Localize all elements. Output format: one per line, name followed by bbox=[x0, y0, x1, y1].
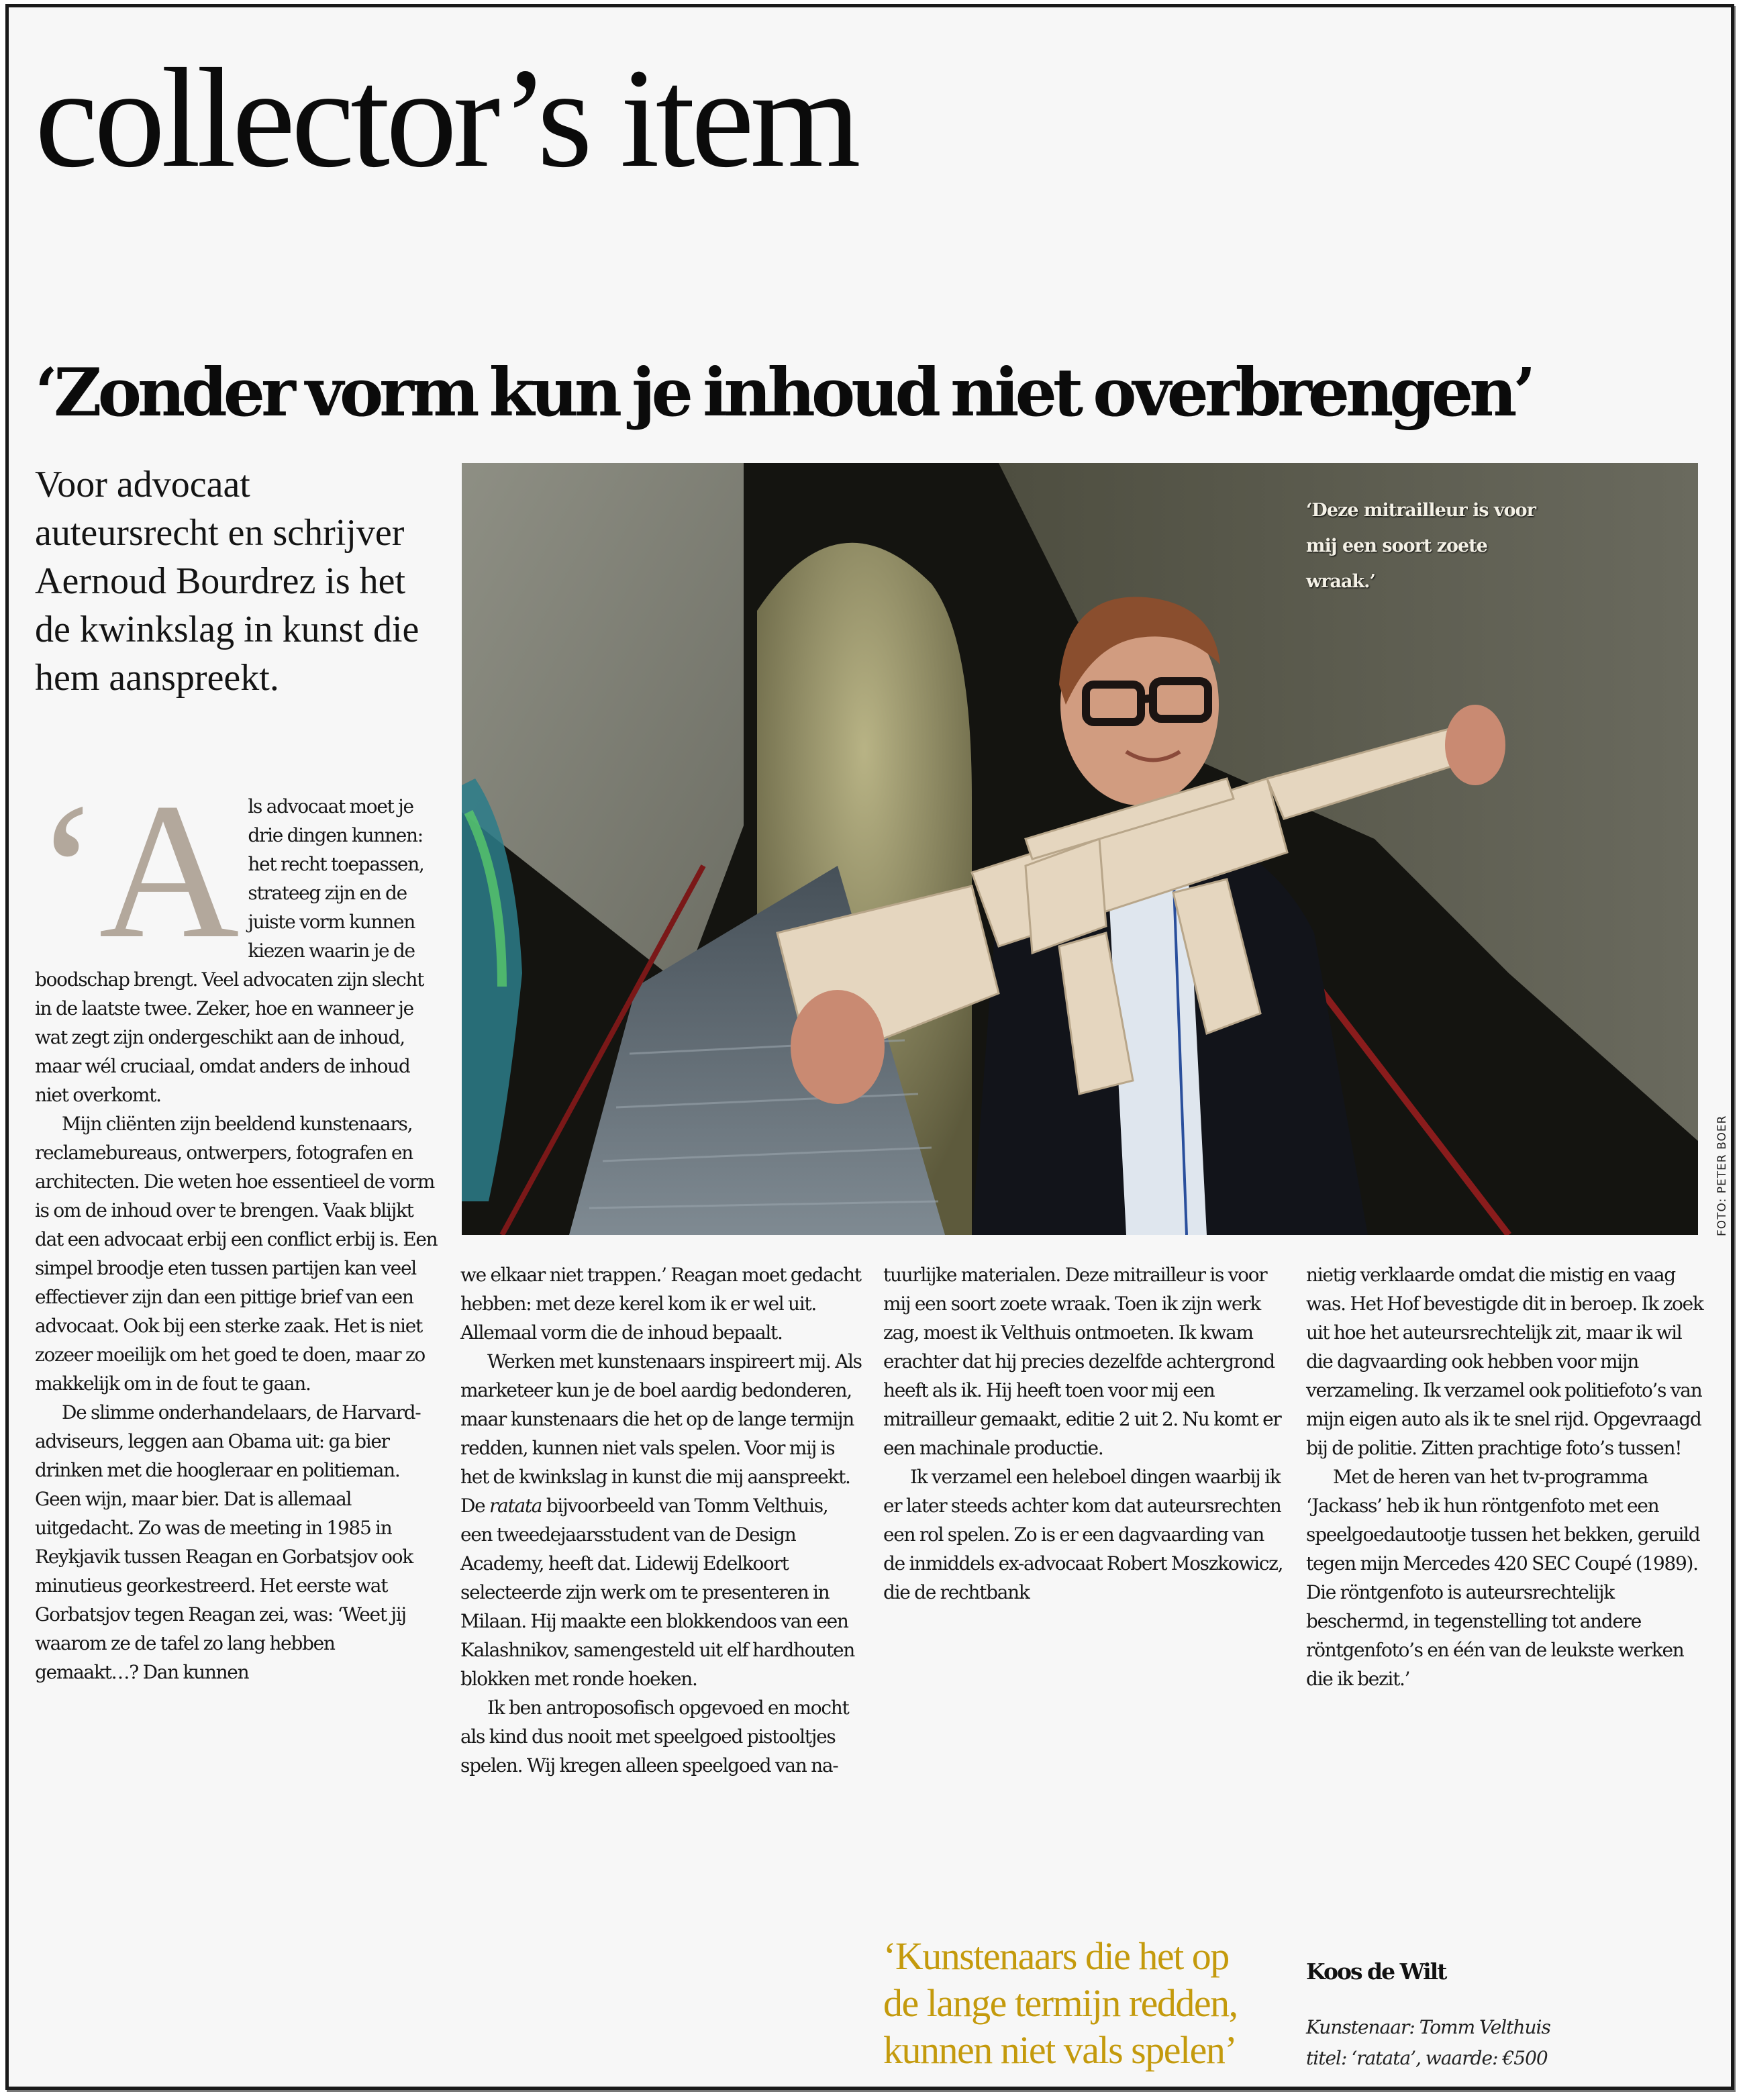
article-column-1 bbox=[35, 763, 438, 2074]
paragraph: De slimme onderhandelaars, de Harvard-adviseurs, leggen aan Obama uit: ga bier drinken met die hoogleraar en politieman. Geen wijn, maar bier. Dat is allemaal uitgedacht. Zo was de meeting in 1985 in Reykjavik tussen Reagan en Gorbatsjov ook minutieus georkestreerd. Het eerste wat Gorbatsjov tegen Reagan zei, was: ‘Weet jij waarom ze de tafel zo lang hebben gemaakt…? Dan kunnen bbox=[35, 1401, 421, 1683]
photo-caption-quote: ‘Deze mitrailleur is voor mij een soort zoete wraak.’ bbox=[1306, 500, 1536, 592]
artwork-info bbox=[1306, 2012, 1709, 2074]
pull-quote: ‘Kunstenaars die het op de lange termijn redden, kunnen niet vals spelen’ bbox=[883, 1934, 1238, 2072]
paragraph: Mijn cliënten zijn beeldend kunstenaars, reclamebureaus, ontwerpers, fotografen en architecten. Die weten hoe essentieel de vorm is om de inhoud over te brengen. Vaak blijkt dat een advocaat erbij een conflict erbij is. Een simpel broodje eten tussen partijen kan veel effectiever zijn dan een pittige brief van een advocaat. Ook bij een sterke zaak. Het is niet zozeer moeilijk om het goed te doen, maar zo makkelijk om in de fout te gaan. bbox=[35, 1113, 438, 1395]
paragraph: Werken met kunstenaars inspireert mij. Als marketeer kun je de boel aardig bedonderen, maar kunstenaars die het op de lange termijn redden, kunnen niet vals spelen. Voor mij is het de kwinkslag in kunst die mij aanspreekt. bbox=[460, 1350, 862, 1488]
paragraph-text: bijvoorbeeld van Tomm Velthuis, een tweedejaarsstudent van de Design Academy, heeft dat. Lidewij Edelkoort selecteerde zijn werk om te presenteren in Milaan. Hij maakte een blokkendoos van een Kalashnikov, samengesteld uit elf hardhouten blokken met ronde hoeken. bbox=[460, 1495, 854, 1690]
intro-standfirst: Voor advocaat auteursrecht en schrijver Aernoud Bourdrez is het de kwinkslag in kunst die hem aanspreekt. bbox=[35, 464, 419, 699]
drop-cap: ‘A bbox=[35, 763, 239, 979]
artwork-title-inline: ratata bbox=[489, 1495, 542, 1517]
text-prefix: De bbox=[460, 1495, 485, 1517]
photo-right-hand bbox=[1445, 705, 1505, 785]
section-kicker: collector’s item bbox=[35, 39, 857, 197]
paragraph: Met de heren van het tv-programma ‘Jackass’ heb ik hun röntgenfoto met een speelgoedautootje tussen het bekken, geruild tegen mijn Mercedes 420 SEC Coupé (1989). Die röntgenfoto is auteursrechtelijk beschermd, in tegenstelling tot andere röntgenfoto’s en één van de leukste werken die ik bezit.’ bbox=[1306, 1466, 1700, 1690]
photo-credit: FOTO: PETER BOER bbox=[1715, 1115, 1729, 1236]
paragraph: we elkaar niet trappen.’ Reagan moet gedacht hebben: met deze kerel kom ik er wel uit. Allemaal vorm die de inhoud bepaalt. bbox=[460, 1264, 861, 1344]
paragraph bbox=[35, 763, 438, 1109]
paragraph bbox=[460, 1491, 863, 1693]
paragraph: nietig verklaarde omdat die mistig en vaag was. Het Hof bevestigde dit in beroep. Ik zoek uit hoe het auteursrechtelijk zit, maar ik wil die dagvaarding ook hebben voor mijn verzameling. Ik verzamel ook politiefoto’s van mijn eigen auto als ik te snel rijd. Opgevraagd bij de politie. Zitten prachtige foto’s tussen! bbox=[1306, 1264, 1703, 1459]
author-byline: Koos de Wilt bbox=[1306, 1958, 1446, 1985]
headline: ‘Zonder vorm kun je inhoud niet overbrengen’ bbox=[35, 354, 1532, 432]
paragraph: Ik verzamel een heleboel dingen waarbij ik er later steeds achter kom dat auteursrechten een rol spelen. Zo is er een dagvaarding van de inmiddels ex-advocaat Robert Moszkowicz, die de rechtbank bbox=[883, 1466, 1283, 1603]
paragraph: tuurlijke materialen. Deze mitrailleur is voor mij een soort zoete wraak. Toen ik zijn werk zag, moest ik Velthuis ontmoeten. Ik kwam erachter dat hij precies dezelfde achtergrond heeft als ik. Hij heeft toen voor mij een mitrailleur gemaakt, editie 2 uit 2. Nu komt er een machinale productie. bbox=[883, 1264, 1281, 1459]
paragraph-text: ls advocaat moet je drie dingen kunnen: het recht toepassen, strateeg zijn en de juiste vorm kunnen kiezen waarin je de boodschap brengt. Veel advocaten zijn slecht in de laatste twee. Zeker, hoe en wanneer je wat zegt zijn ondergeschikt aan de inhoud, maar wél cruciaal, omdat anders de inhoud niet overkomt. bbox=[35, 795, 424, 1106]
article-column-4 bbox=[1306, 1260, 1709, 2074]
artwork-title-value: titel: ‘ratata’, waarde: €500 bbox=[1306, 2047, 1548, 2069]
article-column-3 bbox=[883, 1260, 1286, 2074]
article-column-2 bbox=[460, 1260, 863, 2074]
photo-left-hand bbox=[791, 990, 885, 1104]
paragraph: Ik ben antroposofisch opgevoed en mocht als kind dus nooit met speelgoed pistooltjes spelen. Wij kregen alleen speelgoed van na- bbox=[460, 1697, 849, 1777]
artwork-artist: Kunstenaar: Tomm Velthuis bbox=[1306, 2016, 1550, 2038]
